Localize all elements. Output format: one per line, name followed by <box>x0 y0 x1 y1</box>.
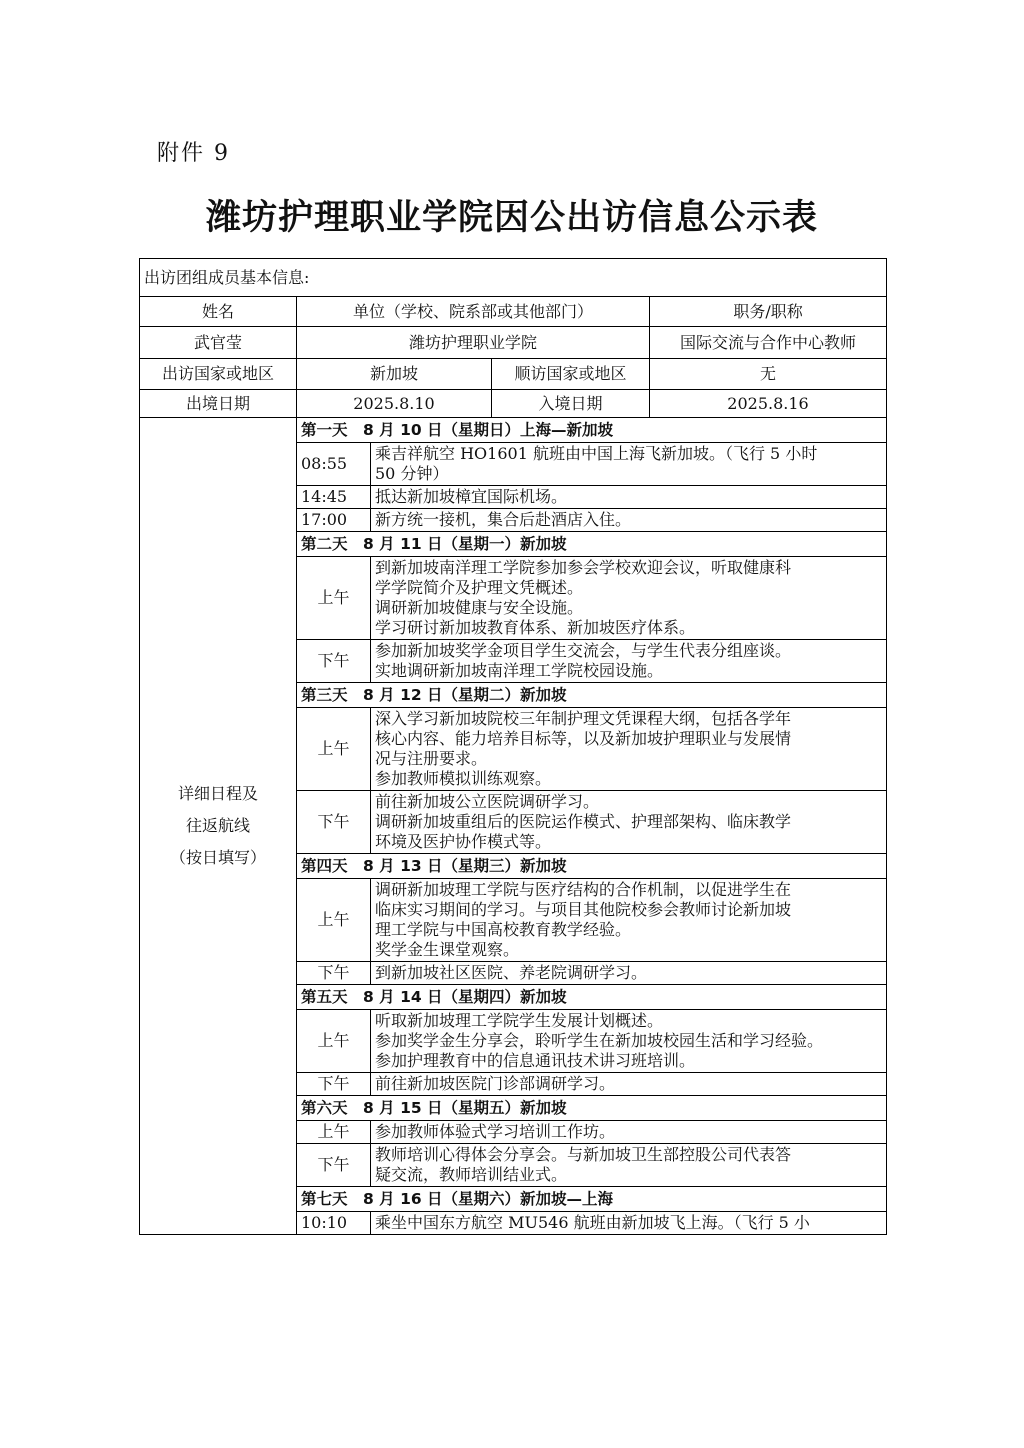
schedule-time: 下午 <box>297 1073 371 1096</box>
schedule-activity <box>371 486 887 509</box>
schedule-time: 下午 <box>297 640 371 683</box>
schedule-activity <box>371 557 887 640</box>
schedule-activity <box>371 1010 887 1073</box>
activity-line: 临床实习期间的学习。与项目其他院校参会教师讨论新加坡 <box>375 900 792 919</box>
schedule-time: 17:00 <box>297 509 371 532</box>
country-label: 出访国家或地区 <box>140 359 297 390</box>
activity-line: 抵达新加坡樟宜国际机场。 <box>375 487 568 506</box>
schedule-label-line: 详细日程及 <box>177 784 258 803</box>
schedule-activity <box>371 1144 887 1187</box>
activity-line: 调研新加坡健康与安全设施。 <box>375 598 584 617</box>
schedule-time: 上午 <box>297 879 371 962</box>
activity-line: 新方统一接机，集合后赴酒店入住。 <box>375 510 632 529</box>
schedule-time: 下午 <box>297 791 371 854</box>
schedule-activity <box>371 708 887 791</box>
schedule-activity <box>371 1073 887 1096</box>
schedule-time: 下午 <box>297 962 371 985</box>
member-position: 国际交流与合作中心教师 <box>650 327 887 359</box>
schedule-time: 08:55 <box>297 443 371 486</box>
schedule-activity <box>371 791 887 854</box>
schedule-activity <box>371 1212 887 1235</box>
day-heading: 第五天 8 月 14 日（星期四）新加坡 <box>297 985 887 1010</box>
activity-line: 到新加坡社区医院、养老院调研学习。 <box>375 963 648 982</box>
activity-line: 参加奖学金生分享会，聆听学生在新加坡校园生活和学习经验。 <box>375 1031 824 1050</box>
transit-value: 无 <box>650 359 887 390</box>
attachment-label: 附件 9 <box>157 141 230 166</box>
day-heading: 第二天 8 月 11 日（星期一）新加坡 <box>297 532 887 557</box>
header-position: 职务/职称 <box>650 297 887 327</box>
day-heading: 第六天 8 月 15 日（星期五）新加坡 <box>297 1096 887 1121</box>
activity-line: 疑交流，教师培训结业式。 <box>375 1165 568 1184</box>
day-heading: 第七天 8 月 16 日（星期六）新加坡—上海 <box>297 1187 887 1212</box>
activity-line: 学学院简介及护理文凭概述。 <box>375 578 584 597</box>
activity-line: 深入学习新加坡院校三年制护理文凭课程大纲，包括各学年 <box>375 709 792 728</box>
member-unit: 潍坊护理职业学院 <box>297 327 650 359</box>
activity-line: 核心内容、能力培养目标等，以及新加坡护理职业与发展情 <box>375 729 792 748</box>
activity-line: 实地调研新加坡南洋理工学院校园设施。 <box>375 661 664 680</box>
basic-info-label: 出访团组成员基本信息: <box>140 259 887 297</box>
activity-line: 学习研讨新加坡教育体系、新加坡医疗体系。 <box>375 618 696 637</box>
day-heading: 第三天 8 月 12 日（星期二）新加坡 <box>297 683 887 708</box>
activity-line: 理工学院与中国高校教育教学经验。 <box>375 920 632 939</box>
activity-line: 50 分钟） <box>375 464 449 483</box>
activity-line: 乘坐中国东方航空 MU546 航班由新加坡飞上海。（飞行 5 小 <box>375 1213 810 1232</box>
activity-line: 参加护理教育中的信息通讯技术讲习班培训。 <box>375 1051 696 1070</box>
activity-line: 环境及医护协作模式等。 <box>375 832 552 851</box>
activity-line: 乘吉祥航空 HO1601 航班由中国上海飞新加坡。（飞行 5 小时 <box>375 444 818 463</box>
header-name: 姓名 <box>140 297 297 327</box>
activity-line: 参加教师体验式学习培训工作坊。 <box>375 1122 616 1141</box>
entry-label: 入境日期 <box>492 390 650 418</box>
activity-line: 调研新加坡理工学院与医疗结构的合作机制，以促进学生在 <box>375 880 792 899</box>
exit-date: 2025.8.10 <box>297 390 492 418</box>
activity-line: 前往新加坡公立医院调研学习。 <box>375 792 600 811</box>
day-heading: 第一天 8 月 10 日（星期日）上海—新加坡 <box>297 418 887 443</box>
entry-date: 2025.8.16 <box>650 390 887 418</box>
activity-line: 前往新加坡医院门诊部调研学习。 <box>375 1074 616 1093</box>
schedule-time: 下午 <box>297 1144 371 1187</box>
schedule-activity <box>371 443 887 486</box>
member-name: 武官莹 <box>140 327 297 359</box>
schedule-label-line: （按日填写） <box>169 848 266 867</box>
schedule-time: 上午 <box>297 557 371 640</box>
activity-line: 参加教师模拟训练观察。 <box>375 769 552 788</box>
activity-line: 教师培训心得体会分享会。与新加坡卫生部控股公司代表答 <box>375 1145 792 1164</box>
exit-label: 出境日期 <box>140 390 297 418</box>
activity-line: 况与注册要求。 <box>375 749 488 768</box>
schedule-label-line: 往返航线 <box>185 816 250 835</box>
activity-line: 参加新加坡奖学金项目学生交流会，与学生代表分组座谈。 <box>375 641 792 660</box>
schedule-activity <box>371 879 887 962</box>
activity-line: 奖学金生课堂观察。 <box>375 940 520 959</box>
page-title: 潍坊护理职业学院因公出访信息公示表 <box>205 198 818 238</box>
schedule-activity <box>371 509 887 532</box>
schedule-time: 上午 <box>297 1010 371 1073</box>
day-heading: 第四天 8 月 13 日（星期三）新加坡 <box>297 854 887 879</box>
activity-line: 调研新加坡重组后的医院运作模式、护理部架构、临床教学 <box>375 812 792 831</box>
schedule-time: 上午 <box>297 708 371 791</box>
country-value: 新加坡 <box>297 359 492 390</box>
schedule-time: 10:10 <box>297 1212 371 1235</box>
schedule-activity <box>371 640 887 683</box>
activity-line: 到新加坡南洋理工学院参加参会学校欢迎会议，听取健康科 <box>375 558 792 577</box>
info-table <box>139 258 887 1235</box>
schedule-activity <box>371 1121 887 1144</box>
activity-line: 听取新加坡理工学院学生发展计划概述。 <box>375 1011 664 1030</box>
schedule-label <box>140 418 297 1235</box>
schedule-time: 14:45 <box>297 486 371 509</box>
schedule-activity <box>371 962 887 985</box>
transit-label: 顺访国家或地区 <box>492 359 650 390</box>
header-unit: 单位（学校、院系部或其他部门） <box>297 297 650 327</box>
schedule-time: 上午 <box>297 1121 371 1144</box>
